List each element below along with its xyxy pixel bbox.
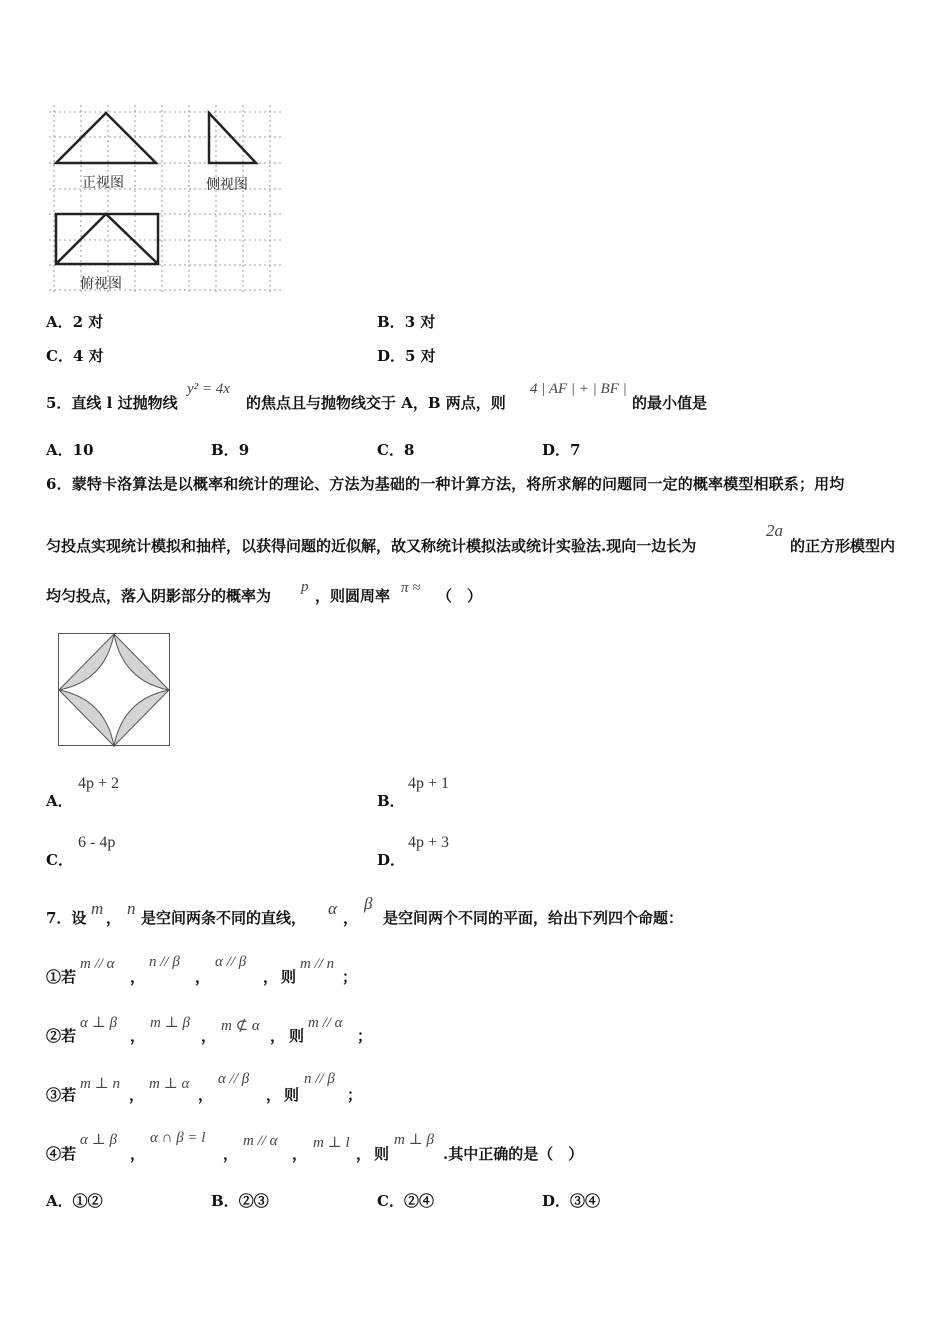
q7-var-m: m	[91, 899, 104, 918]
q7-prop2-cond3: m ⊄ α	[221, 1018, 260, 1034]
q7-var-beta: β	[364, 894, 373, 913]
q7-prop4-then: 则	[374, 1145, 390, 1163]
q5-formula-parabola: y² = 4x	[187, 381, 230, 397]
q5-prefix: 5．直线 l 过抛物线	[46, 394, 178, 412]
q7-option-a[interactable]: A．①②	[46, 1192, 103, 1210]
three-view-figure	[44, 100, 289, 300]
front-view-triangle	[56, 113, 156, 163]
q6-formula-p: p	[301, 579, 309, 595]
q7-var-alpha: α	[328, 899, 337, 918]
q7-prop4-cond2: α ∩ β = l	[150, 1130, 206, 1146]
q6-option-d-formula: 4p + 3	[408, 834, 450, 851]
q7-prop1-cond1: m // α	[80, 956, 115, 972]
q5-option-c[interactable]: C．8	[377, 441, 415, 459]
q7-prop1-cond3: α // β	[215, 954, 247, 970]
q7-prop3-comma3: ，	[266, 1086, 282, 1104]
q6-option-c-formula: 6 - 4p	[78, 834, 116, 851]
q5-option-d[interactable]: D．7	[542, 441, 581, 459]
q7-prop3-comma2: ，	[198, 1086, 214, 1104]
q4-option-a[interactable]: A．2 对	[46, 313, 104, 331]
q7-prop2-comma2: ，	[201, 1027, 217, 1045]
top-view-label: 俯视图	[80, 276, 122, 292]
side-view-label: 侧视图	[206, 177, 248, 193]
q7-prop2-cond1: α ⊥ β	[80, 1015, 117, 1031]
q6-option-a[interactable]: A．	[46, 792, 73, 810]
q6-option-a-formula: 4p + 2	[78, 775, 120, 792]
q7-prop2-label: ②若	[46, 1027, 77, 1045]
q7-prop4-comma1: ，	[130, 1145, 146, 1163]
q6-line-1: 6．蒙特卡洛算法是以概率和统计的理论、方法为基础的一种计算方法，将所求解的问题同一定的概率模型相联系；用均	[46, 475, 845, 493]
q7-prop4-end: .其中正确的是（ ）	[443, 1145, 584, 1163]
q6-line-3a: 均匀投点，落入阴影部分的概率为	[46, 587, 272, 605]
q6-option-c[interactable]: C．	[46, 851, 73, 869]
q5-option-b[interactable]: B．9	[211, 441, 250, 459]
q6-square-figure	[58, 633, 171, 747]
q7-var-n: n	[127, 899, 136, 918]
q7-prop3-cond2: m ⊥ α	[149, 1076, 190, 1092]
q4-option-c[interactable]: C．4 对	[46, 347, 104, 365]
q5-option-a[interactable]: A．10	[46, 441, 94, 459]
q7-prop3-comma1: ，	[129, 1086, 145, 1104]
q7-option-d[interactable]: D．③④	[542, 1192, 601, 1210]
q5-suffix: 的最小值是	[632, 394, 708, 412]
q7-prop2-cond2: m ⊥ β	[150, 1015, 190, 1031]
q7-prop2-end: ；	[357, 1027, 373, 1045]
q7-prop3-then: 则	[284, 1086, 300, 1104]
q6-option-b-formula: 4p + 1	[408, 775, 450, 792]
q6-line-3b: ，则圆周率	[315, 587, 391, 605]
q4-option-b[interactable]: B．3 对	[377, 313, 436, 331]
q7-prop4-cond4: m ⊥ l	[313, 1135, 350, 1151]
q6-formula-2a: 2a	[766, 521, 783, 540]
q7-prop2-comma3: ，	[270, 1027, 286, 1045]
q7-prop1-cond2: n // β	[149, 954, 180, 970]
q4-option-d[interactable]: D．5 对	[377, 347, 436, 365]
q7-prop4-cond1: α ⊥ β	[80, 1132, 117, 1148]
q7-prop1-result: m // n	[300, 956, 335, 972]
q5-formula-distance: 4 | AF | + | BF |	[530, 381, 627, 397]
q7-prop1-comma2: ，	[195, 968, 211, 986]
q7-prop1-then: 则	[281, 968, 297, 986]
front-view-label: 正视图	[82, 175, 124, 191]
top-view-rectangle	[56, 214, 158, 264]
q6-formula-pi: π ≈	[401, 580, 421, 596]
q7-intro-a: 7．设	[46, 909, 87, 927]
q6-line-2a: 匀投点实现统计模拟和抽样，以获得问题的近似解，故又称统计模拟法或统计实验法.现向一边长为	[46, 537, 697, 555]
q7-option-c[interactable]: C．②④	[377, 1192, 434, 1210]
q7-prop1-comma3: ，	[263, 968, 279, 986]
q7-prop3-label: ③若	[46, 1086, 77, 1104]
q7-prop4-comma4: ，	[356, 1145, 372, 1163]
q7-prop2-comma1: ，	[130, 1027, 146, 1045]
q7-prop4-label: ④若	[46, 1145, 77, 1163]
q7-prop3-result: n // β	[304, 1071, 335, 1087]
q7-intro-c: 是空间两个不同的平面，给出下列四个命题：	[383, 909, 684, 927]
q7-prop4-result: m ⊥ β	[394, 1132, 434, 1148]
q7-prop3-cond1: m ⊥ n	[80, 1076, 120, 1092]
q7-prop3-cond3: α // β	[218, 1071, 250, 1087]
q7-prop2-result: m // α	[308, 1015, 343, 1031]
q7-prop2-then: 则	[289, 1027, 305, 1045]
q7-comma-2: ，	[343, 909, 359, 927]
q7-prop4-cond3: m // α	[243, 1133, 278, 1149]
q7-comma-1: ，	[106, 909, 122, 927]
q7-prop3-end: ；	[347, 1086, 363, 1104]
q7-prop1-label: ①若	[46, 968, 77, 986]
q6-line-3c: （ ）	[437, 587, 483, 605]
q7-prop4-comma3: ，	[292, 1145, 308, 1163]
q7-prop4-comma2: ，	[223, 1145, 239, 1163]
q7-prop1-comma1: ，	[130, 968, 146, 986]
q7-option-b[interactable]: B．②③	[211, 1192, 269, 1210]
q5-mid: 的焦点且与抛物线交于 A，B 两点，则	[246, 394, 506, 412]
q6-option-d[interactable]: D．	[377, 851, 406, 869]
q7-prop1-end: ；	[342, 968, 358, 986]
q7-intro-b: 是空间两条不同的直线，	[141, 909, 307, 927]
q6-line-2b: 的正方形模型内	[790, 537, 896, 555]
q6-option-b[interactable]: B．	[377, 792, 405, 810]
